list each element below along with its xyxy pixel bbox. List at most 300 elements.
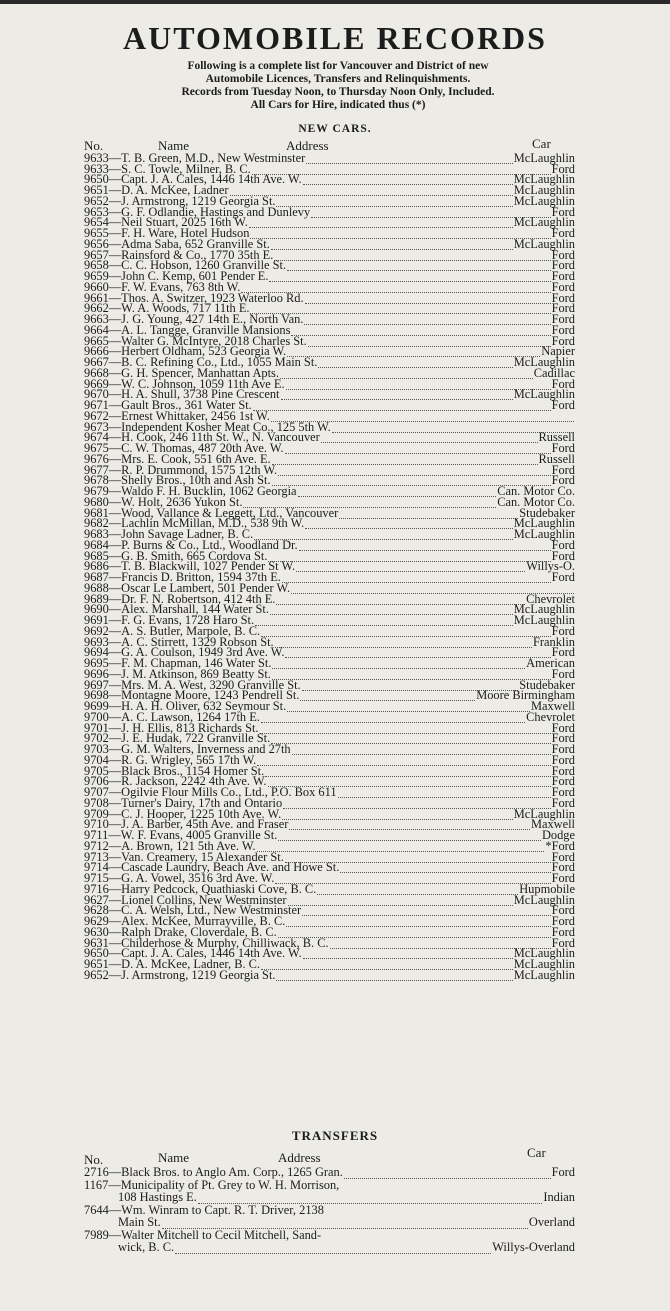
- transfer-car: Willys-Overland: [492, 1240, 575, 1254]
- entry-number: 9650: [84, 946, 109, 961]
- entry-name-address: Childerhose & Murphy, Chilliwack, B. C.: [121, 935, 329, 950]
- entry-dash: —: [108, 806, 122, 821]
- entry-dash: —: [108, 881, 122, 896]
- dot-leader: [287, 260, 551, 271]
- entry-dash: —: [108, 1177, 121, 1192]
- entry-car: Ford: [551, 623, 575, 638]
- entry-dash: —: [108, 462, 122, 477]
- entry-car: American: [526, 656, 575, 671]
- entry-number: 9704: [84, 752, 109, 767]
- dot-leader: [339, 508, 518, 519]
- entry-dash: —: [108, 935, 122, 950]
- entry-dash: —: [108, 484, 122, 499]
- entry-number: 9690: [84, 602, 109, 617]
- entry-number: 9671: [84, 398, 109, 413]
- entry-car: Studebaker: [519, 677, 575, 692]
- entry-number: 9686: [84, 559, 109, 574]
- entry-number: 9688: [84, 580, 109, 595]
- entry-dash: —: [108, 602, 122, 617]
- entry-dash: —: [108, 527, 122, 542]
- entry-name-address: Walter G. McIntyre, 2018 Charles St.: [121, 333, 307, 348]
- dot-leader: [338, 787, 551, 798]
- entry-number: 9633: [84, 161, 109, 176]
- intro-line-3: Records from Tuesday Noon, to Thursday Noon Only, Included.: [181, 86, 495, 98]
- entry-car: McLaughlin: [513, 892, 575, 907]
- entry-name-address: J. M. Atkinson, 869 Beatty St.: [121, 666, 271, 681]
- intro-line-1: Following is a complete list for Vancouver and District of new: [187, 60, 489, 72]
- entry-name-address: A. L. Tangge, Granville Mansions: [121, 322, 291, 337]
- entry-dash: —: [108, 774, 122, 789]
- entry-dash: —: [108, 172, 122, 187]
- entry-number: 9712: [84, 838, 109, 853]
- entry-number: 9660: [84, 279, 109, 294]
- entry-name-address: J. E. Hudak, 722 Granville St.: [121, 731, 271, 746]
- dot-leader: [321, 432, 538, 443]
- entry-name-address: G. A. Vowel, 3516 3rd Ave. W.: [121, 871, 275, 886]
- entry-name-address: Oscar Le Lambert, 501 Pender W.: [121, 580, 291, 595]
- entry-dash: —: [108, 785, 122, 800]
- entry-number: 9683: [84, 527, 109, 542]
- entry-dash: —: [108, 924, 122, 939]
- entry-number: 9670: [84, 387, 109, 402]
- entry-number: 9691: [84, 613, 109, 628]
- dot-leader: [274, 250, 550, 261]
- entry-car: Russell: [538, 430, 575, 445]
- transfer-text-continued: wick, B. C.: [118, 1240, 175, 1254]
- dot-leader: [272, 454, 538, 465]
- entry-car: McLaughlin: [513, 602, 575, 617]
- transfer-item-continued: [84, 1241, 575, 1254]
- entry-car: Cadillac: [533, 365, 575, 380]
- entry-number: 9713: [84, 849, 109, 864]
- entry-name-address: C. W. Thomas, 487 20th Ave. W.: [121, 441, 284, 456]
- entry-name-address: A. C. Stirrett, 1329 Robson St.: [121, 634, 274, 649]
- entry-dash: —: [108, 634, 122, 649]
- dot-leader: [292, 744, 551, 755]
- entry-name-address: B. C. Refining Co., Ltd., 1055 Main St.: [121, 355, 318, 370]
- entry-car: Ford: [551, 398, 575, 413]
- entry-dash: —: [108, 720, 122, 735]
- entry-car: McLaughlin: [513, 946, 575, 961]
- entry-dash: —: [108, 387, 122, 402]
- dot-leader: [285, 647, 550, 658]
- entry-car: Ford: [551, 645, 575, 660]
- dot-leader: [261, 626, 551, 637]
- entry-number: 9674: [84, 430, 109, 445]
- entry-number: 9692: [84, 623, 109, 638]
- entry-number: 9700: [84, 709, 109, 724]
- entry-name-address: Lionel Collins, New Westminster: [121, 892, 287, 907]
- entry-name-address: G. B. Smith, 665 Cordova St.: [121, 548, 268, 563]
- entry-number: 9667: [84, 355, 109, 370]
- dot-leader: [282, 572, 551, 583]
- transfer-item-continued: [84, 1216, 575, 1229]
- entry-name-address: Montagne Moore, 1243 Pendrell St.: [121, 688, 300, 703]
- entry-number: 9654: [84, 215, 109, 230]
- entry-dash: —: [108, 752, 122, 767]
- dot-leader: [287, 346, 540, 357]
- entry-number: 9679: [84, 484, 109, 499]
- entry-number: 9664: [84, 322, 109, 337]
- entry-number: 9668: [84, 365, 109, 380]
- dot-leader: [261, 712, 525, 723]
- dot-leader: [302, 905, 550, 916]
- entry-car: Ford: [551, 666, 575, 681]
- entry-dash: —: [108, 516, 122, 531]
- entry-name-address: J. Armstrong, 1219 Georgia St.: [121, 193, 276, 208]
- entry-name-address: W. C. Johnson, 1059 11th Ave E.: [121, 376, 285, 391]
- dot-leader: [283, 798, 550, 809]
- entry-car: McLaughlin: [513, 183, 575, 198]
- entry-dash: —: [108, 914, 122, 929]
- list-item: [84, 967, 575, 982]
- entry-name-address: Alex. Marshall, 144 Water St.: [121, 602, 269, 617]
- entry-dash: —: [108, 204, 122, 219]
- dot-leader: [268, 551, 550, 562]
- entry-name-address: Thos. A. Switzer, 1923 Waterloo Rd.: [121, 290, 304, 305]
- entry-dash: —: [108, 645, 122, 660]
- entry-dash: —: [108, 355, 122, 370]
- transfer-car: Overland: [528, 1215, 575, 1229]
- entry-car: Studebaker: [519, 505, 575, 520]
- entry-car: Ford: [551, 247, 575, 262]
- dot-leader: [280, 368, 533, 379]
- entry-name-address: A. S. Butler, Marpole, B. C.: [121, 623, 261, 638]
- entry-dash: —: [108, 215, 122, 230]
- entry-car: McLaughlin: [513, 806, 575, 821]
- dot-leader: [291, 325, 550, 336]
- entry-car: Can. Motor Co.: [497, 484, 575, 499]
- entry-car: Ford: [551, 279, 575, 294]
- dot-leader: [305, 518, 512, 529]
- entry-dash: —: [108, 677, 122, 692]
- entry-car: Ford: [551, 204, 575, 219]
- dot-leader: [272, 669, 551, 680]
- dot-leader: [306, 153, 513, 164]
- transfer-number: 7644: [84, 1202, 109, 1217]
- entry-car: Ford: [551, 860, 575, 875]
- entry-car: Ford: [551, 301, 575, 316]
- entry-name-address: Capt. J. A. Cales, 1446 14th Ave. W.: [121, 172, 302, 187]
- entry-number: 9651: [84, 183, 109, 198]
- entry-name-address: C. A. Welsh, Ltd., New Westminster: [121, 903, 302, 918]
- entry-number: 9714: [84, 860, 109, 875]
- entry-car: Ford: [551, 785, 575, 800]
- entry-name-address: Shelly Bros., 10th and Ash St.: [121, 473, 271, 488]
- dot-leader: [257, 755, 550, 766]
- entry-dash: —: [108, 871, 122, 886]
- transfers-col-name: Name: [158, 1150, 190, 1165]
- entry-name-address: W. F. Evans, 4005 Granville St.: [120, 828, 278, 843]
- entry-car: McLaughlin: [513, 613, 575, 628]
- dot-leader: [285, 443, 551, 454]
- entry-dash: —: [108, 1202, 122, 1217]
- transfer-car: Indian: [543, 1190, 575, 1204]
- dot-leader: [175, 1243, 491, 1254]
- entry-number: 9709: [84, 806, 109, 821]
- entry-car: Ford: [551, 269, 575, 284]
- entry-car: Ford: [551, 312, 575, 327]
- entry-car: McLaughlin: [513, 967, 575, 982]
- entry-dash: —: [108, 699, 122, 714]
- entry-number: 9697: [84, 677, 109, 692]
- dot-leader: [317, 884, 518, 895]
- transfer-item-continued: [84, 1191, 575, 1204]
- entry-car: McLaughlin: [513, 193, 575, 208]
- dot-leader: [260, 723, 551, 734]
- entry-number: 9630: [84, 924, 109, 939]
- entry-name-address: J. A. Barber, 45th Ave. and Fraser: [121, 817, 289, 832]
- entry-dash: —: [108, 430, 122, 445]
- dot-leader: [275, 873, 550, 884]
- entry-name-address: A. C. Lawson, 1264 17th E.: [121, 709, 260, 724]
- entry-car: Ford: [551, 752, 575, 767]
- entry-number: 9680: [84, 494, 109, 509]
- entry-dash: —: [108, 946, 122, 961]
- entry-dash: —: [108, 860, 122, 875]
- entry-number: 9694: [84, 645, 109, 660]
- entry-dash: —: [108, 849, 122, 864]
- entry-name-address: G. A. Coulson, 1949 3rd Ave. W.: [121, 645, 285, 660]
- entry-name-address: Black Bros., 1154 Homer St.: [121, 763, 265, 778]
- entry-number: 9702: [84, 731, 109, 746]
- entry-name-address: Cascade Laundry, Beach Ave. and Howe St.: [121, 860, 340, 875]
- entry-number: 9716: [84, 881, 109, 896]
- dot-leader: [286, 916, 550, 927]
- dot-leader: [296, 561, 525, 572]
- entry-dash: —: [108, 150, 122, 165]
- entry-dash: —: [108, 505, 122, 520]
- entry-dash: —: [108, 279, 122, 294]
- entry-dash: —: [108, 1227, 122, 1242]
- entry-dash: —: [108, 903, 122, 918]
- entry-number: 9633: [84, 150, 109, 165]
- entry-number: 9715: [84, 871, 109, 886]
- entry-car: Ford: [551, 720, 575, 735]
- entry-dash: —: [108, 795, 122, 810]
- entry-name-address: T. B. Green, M.D., New Westminster: [121, 150, 306, 165]
- dot-leader: [275, 637, 532, 648]
- entry-name-address: Neil Stuart, 2025 16th W.: [121, 215, 248, 230]
- entry-name-address: Dr. F. N. Robertson, 412 4th E.: [121, 591, 276, 606]
- dot-leader: [271, 733, 550, 744]
- entry-name-address: Gault Bros., 361 Water St.: [121, 398, 252, 413]
- entry-car: Ford: [551, 849, 575, 864]
- entry-name-address: F. M. Chapman, 146 Water St.: [121, 656, 272, 671]
- entry-name-address: S. C. Towle, Milner, B. C.: [121, 161, 251, 176]
- entry-number: 9703: [84, 742, 109, 757]
- entry-dash: —: [108, 957, 122, 972]
- entry-car: Ford: [551, 462, 575, 477]
- entry-number: 9661: [84, 290, 109, 305]
- entry-dash: —: [108, 301, 122, 316]
- dot-leader: [278, 465, 550, 476]
- dot-leader: [298, 486, 497, 497]
- entry-car: Ford: [551, 376, 575, 391]
- dot-leader: [299, 540, 551, 551]
- entry-number: 9678: [84, 473, 109, 488]
- entry-number: 9676: [84, 451, 109, 466]
- entry-car: McLaughlin: [513, 236, 575, 251]
- entry-dash: —: [108, 892, 122, 907]
- entry-number: 9689: [84, 591, 109, 606]
- entry-name-address: R. Jackson, 2242 4th Ave. W.: [121, 774, 267, 789]
- dot-leader: [272, 658, 525, 669]
- entry-dash: —: [108, 322, 122, 337]
- dot-leader: [162, 1218, 528, 1229]
- entry-name-address: F. W. Evans, 763 8th W.: [121, 279, 241, 294]
- entry-car: Ford: [551, 570, 575, 585]
- entry-name-address: G. H. Spencer, Manhattan Apts.: [121, 365, 279, 380]
- entry-car: Willys-O.: [526, 559, 575, 574]
- entry-car: Maxwell: [530, 699, 575, 714]
- entry-name-address: W. Holt, 2636 Yukon St.: [121, 494, 243, 509]
- dot-leader: [340, 862, 550, 873]
- transfer-text: Municipality of Pt. Grey to W. H. Morrison,: [120, 1177, 340, 1192]
- entry-name-address: J. H. Ellis, 813 Richards St.: [121, 720, 259, 735]
- entry-number: 9708: [84, 795, 109, 810]
- entry-car: Ford: [551, 903, 575, 918]
- new-cars-heading: NEW CARS.: [298, 123, 372, 135]
- entry-car: Dodge: [541, 828, 575, 843]
- dot-leader: [276, 970, 512, 981]
- dot-leader: [282, 809, 513, 820]
- entry-number: 9701: [84, 720, 109, 735]
- entry-car: Ford: [551, 161, 575, 176]
- col-header-no: No.: [84, 138, 104, 153]
- entry-dash: —: [108, 312, 122, 327]
- transfers-col-car: Car: [527, 1145, 546, 1160]
- entry-car: Ford: [551, 258, 575, 273]
- entry-car: McLaughlin: [513, 527, 575, 542]
- dot-leader: [276, 594, 525, 605]
- entry-dash: —: [108, 365, 122, 380]
- dot-leader: [305, 293, 551, 304]
- entry-number: 9665: [84, 333, 109, 348]
- entry-name-address: Mrs. E. Cook, 551 6th Ave. E.: [121, 451, 271, 466]
- entry-car: Ford: [551, 924, 575, 939]
- transfers-col-no: No.: [84, 1152, 104, 1167]
- entry-number: 9651: [84, 957, 109, 972]
- intro-text: [78, 60, 598, 112]
- entry-dash: —: [108, 193, 122, 208]
- entry-name-address: Turner's Dairy, 17th and Ontario: [121, 795, 283, 810]
- dot-leader: [288, 895, 513, 906]
- transfer-text-continued: 108 Hastings E.: [118, 1190, 197, 1204]
- transfer-number: 1167: [84, 1177, 109, 1192]
- entry-name-address: H. Cook, 246 11th St. W., N. Vancouver: [121, 430, 320, 445]
- entry-number: 9662: [84, 301, 109, 316]
- entry-car: Ford: [551, 774, 575, 789]
- entry-dash: —: [108, 398, 122, 413]
- dot-leader: [276, 196, 512, 207]
- entry-name-address: Ralph Drake, Cloverdale, B. C.: [121, 924, 277, 939]
- entry-number: 9656: [84, 236, 109, 251]
- dot-leader: [300, 690, 475, 701]
- entry-dash: —: [108, 580, 122, 595]
- entry-car: McLaughlin: [513, 172, 575, 187]
- dot-leader: [198, 1193, 543, 1204]
- entry-dash: —: [108, 258, 122, 273]
- entry-name-address: H. A. Shull, 3738 Pine Crescent: [121, 387, 280, 402]
- dot-leader: [261, 959, 513, 970]
- dot-leader: [269, 271, 550, 282]
- entry-name-address: John Savage Ladner, B. C.: [121, 527, 254, 542]
- entry-number: 9658: [84, 258, 109, 273]
- entry-dash: —: [108, 591, 122, 606]
- entry-number: 9650: [84, 172, 109, 187]
- entry-dash: —: [108, 742, 122, 757]
- entry-dash: —: [108, 344, 122, 359]
- dot-leader: [249, 217, 513, 228]
- entry-number: 9710: [84, 817, 109, 832]
- entry-number: 9705: [84, 763, 109, 778]
- dot-leader: [253, 400, 551, 411]
- entry-car: Ford: [551, 473, 575, 488]
- entry-car: McLaughlin: [513, 516, 575, 531]
- entry-name-address: Mrs. M. A. West, 3290 Granville St.: [121, 677, 301, 692]
- entry-car: *Ford: [545, 838, 575, 853]
- dot-leader: [303, 174, 513, 185]
- entry-name-address: Wood, Vallance & Leggett, Ltd., Vancouver: [121, 505, 339, 520]
- entry-number: 9672: [84, 408, 109, 423]
- entry-name-address: F. G. Evans, 1728 Haro St.: [121, 613, 255, 628]
- entry-number: 9653: [84, 204, 109, 219]
- transfer-text: Wm. Winram to Capt. R. T. Driver, 2138: [121, 1202, 324, 1217]
- transfer-item: [84, 1166, 575, 1179]
- entry-car: Ford: [551, 795, 575, 810]
- entry-number: 9666: [84, 344, 109, 359]
- entry-number: 9711: [84, 828, 109, 843]
- entry-car: Moore Birmingham: [476, 688, 575, 703]
- entry-name-address: D. A. McKee, Ladner, B. C.: [121, 957, 261, 972]
- dot-leader: [332, 422, 574, 433]
- entry-name-address: R. G. Wrigley, 565 17th W.: [121, 752, 257, 767]
- entry-number: 9627: [84, 892, 109, 907]
- entry-name-address: Harry Pedcock, Quathiaski Cove, B. C.: [121, 881, 317, 896]
- entry-dash: —: [108, 473, 122, 488]
- entry-dash: —: [108, 537, 122, 552]
- entry-name-address: Capt. J. A. Cales, 1446 14th Ave. W.: [121, 946, 302, 961]
- entry-dash: —: [108, 570, 122, 585]
- dot-leader: [278, 830, 541, 841]
- entry-dash: —: [108, 161, 122, 176]
- entry-dash: —: [108, 236, 122, 251]
- entry-car: McLaughlin: [513, 355, 575, 370]
- dot-leader: [271, 239, 513, 250]
- col-header-car: Car: [532, 136, 551, 151]
- entry-car: Ford: [551, 763, 575, 778]
- entry-name-address: D. A. McKee, Ladner: [121, 183, 229, 198]
- entry-car: Chevrolet: [526, 709, 575, 724]
- transfer-number: 2716: [84, 1165, 109, 1179]
- dot-leader: [250, 228, 550, 239]
- entry-number: 9699: [84, 699, 109, 714]
- entry-car: Ford: [551, 333, 575, 348]
- entry-number: 9669: [84, 376, 109, 391]
- entry-name-address: G. M. Walters, Inverness and 27th: [121, 742, 291, 757]
- entry-number: 9628: [84, 903, 109, 918]
- transfer-text: Black Bros. to Anglo Am. Corp., 1265 Gran.: [121, 1165, 343, 1179]
- entry-name-address: John C. Kemp, 601 Pender E.: [121, 269, 269, 284]
- entry-number: 9706: [84, 774, 109, 789]
- intro-line-4: All Cars for Hire, indicated thus (*): [250, 99, 426, 111]
- entry-number: 9659: [84, 269, 109, 284]
- entry-car: Ford: [551, 914, 575, 929]
- entry-name-address: F. H. Ware, Hotel Hudson: [121, 226, 250, 241]
- entry-number: 9685: [84, 548, 109, 563]
- entry-car: Ford: [551, 537, 575, 552]
